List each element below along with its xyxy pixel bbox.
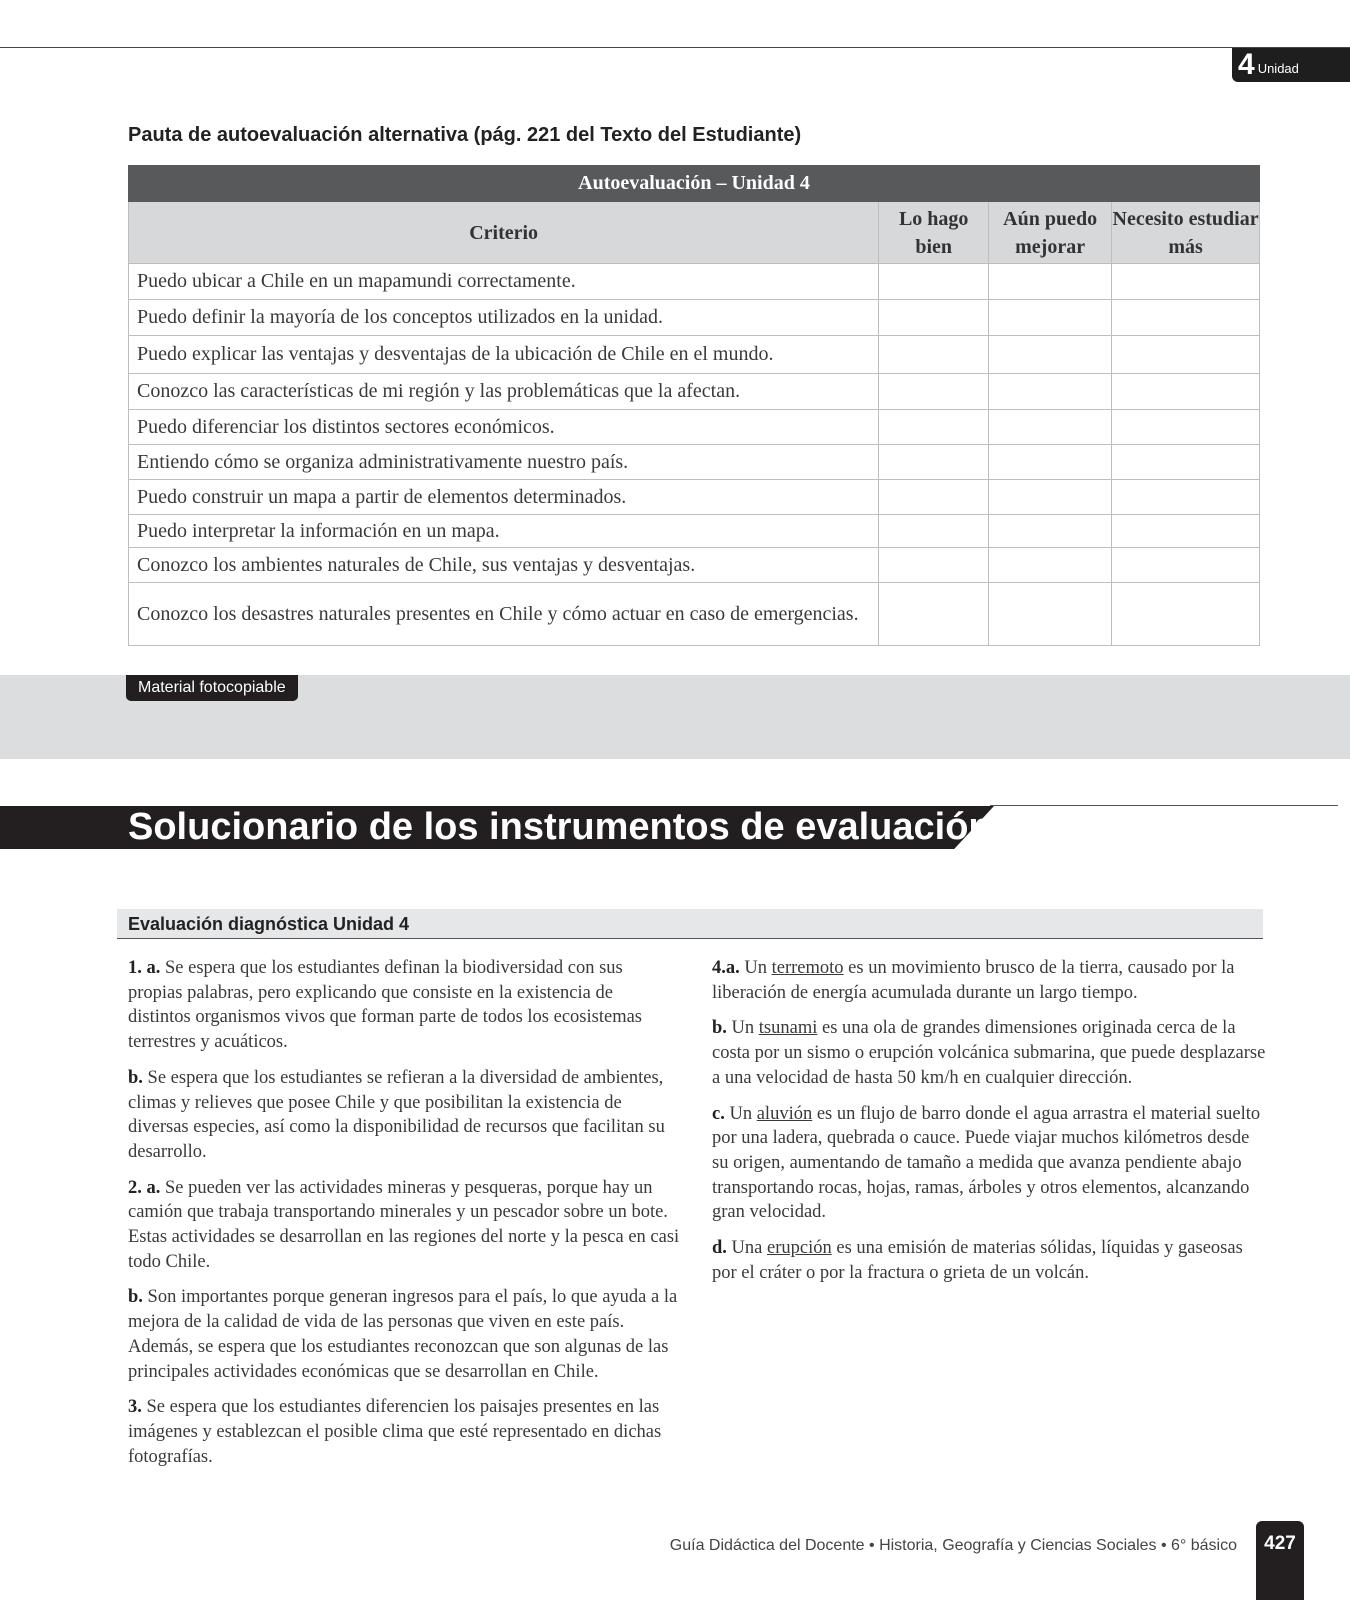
header-lo-hago-bien: Lo hago bien	[879, 202, 989, 264]
top-rule	[0, 47, 1350, 48]
header-criterio: Criterio	[129, 202, 879, 264]
table-row	[129, 583, 1260, 646]
criterion-cell: Puedo interpretar la información en un mapa.	[129, 515, 879, 548]
answer-paragraph: 1. a. Se espera que los estudiantes definan la biodiversidad con sus propias palabras, pero explicando que consiste en la existencia de distintos organismos vivos que forman parte de todos los ecosistemas terrestres y acuáticos.	[128, 958, 642, 1053]
check-cell[interactable]	[989, 480, 1112, 515]
term-aluvion: aluvión	[756, 1103, 813, 1124]
table-row	[129, 264, 1260, 300]
table-row	[129, 480, 1260, 515]
check-cell[interactable]	[1112, 374, 1260, 410]
term-tsunami: tsunami	[758, 1018, 818, 1039]
criterion-cell: Entiendo cómo se organiza administrativamente nuestro país.	[129, 445, 879, 480]
check-cell[interactable]	[989, 374, 1112, 410]
check-cell[interactable]	[989, 515, 1112, 548]
check-cell[interactable]	[989, 548, 1112, 583]
check-cell[interactable]	[879, 300, 989, 336]
criterion-cell: Puedo explicar las ventajas y desventajas de la ubicación de Chile en el mundo.	[129, 336, 879, 374]
unit-number: 4	[1238, 48, 1255, 81]
check-cell[interactable]	[879, 515, 989, 548]
page-number: 427	[1256, 1521, 1304, 1600]
answer-paragraph: d. Una erupción es una emisión de materias sólidas, líquidas y gaseosas por el cráter o por la fractura o grieta de un volcán.	[712, 1238, 1243, 1283]
criterion-cell: Conozco los ambientes naturales de Chile, sus ventajas y desventajas.	[129, 548, 879, 583]
footer-text: Guía Didáctica del Docente • Historia, Geografía y Ciencias Sociales • 6° básico	[669, 1537, 1237, 1554]
self-assessment-table	[128, 165, 1260, 646]
answer-paragraph: 2. a. Se pueden ver las actividades mineras y pesqueras, porque hay un camión que trabaja transportando minerales y un pescador sobre un bote. Estas actividades se desarrollan en las regiones del norte y la pesca en casi todo Chile.	[128, 1177, 680, 1272]
answers-right-column	[712, 956, 1268, 1296]
table-row	[129, 336, 1260, 374]
term-terremoto: terremoto	[771, 958, 844, 978]
check-cell[interactable]	[879, 445, 989, 480]
banner-rule	[990, 805, 1338, 806]
check-cell[interactable]	[879, 548, 989, 583]
answer-paragraph: c. Un aluvión es un flujo de barro donde el agua arrastra el material suelto por una ladera, quebrada o cauce. Puede viajar muchos kilómetros desde su origen, aumentando de tamaño a medida que avanza pendiente abajo transportando rocas, hojas, ramas, árboles y otros elementos, alcanzando gran velocidad.	[712, 1103, 1261, 1223]
unit-badge	[1232, 48, 1350, 82]
check-cell[interactable]	[1112, 264, 1260, 300]
check-cell[interactable]	[989, 336, 1112, 374]
criterion-cell: Puedo definir la mayoría de los conceptos utilizados en la unidad.	[129, 300, 879, 336]
check-cell[interactable]	[1112, 583, 1260, 646]
table-row	[129, 445, 1260, 480]
table-row	[129, 515, 1260, 548]
check-cell[interactable]	[1112, 445, 1260, 480]
check-cell[interactable]	[879, 264, 989, 300]
criterion-cell: Puedo construir un mapa a partir de elementos determinados.	[129, 480, 879, 515]
answer-paragraph: 4.a. Un terremoto es un movimiento brusco de la tierra, causado por la liberación de energía acumulada durante un largo tiempo.	[712, 958, 1235, 1003]
check-cell[interactable]	[879, 480, 989, 515]
fotocopiable-label: Material fotocopiable	[126, 675, 298, 701]
table-row	[129, 300, 1260, 336]
term-erupcion: erupción	[767, 1238, 832, 1259]
pauta-title: Pauta de autoevaluación alternativa (pág. 221 del Texto del Estudiante)	[128, 124, 802, 146]
check-cell[interactable]	[1112, 515, 1260, 548]
check-cell[interactable]	[1112, 480, 1260, 515]
unit-label: Unidad	[1257, 60, 1299, 76]
header-necesito-estudiar-mas: Necesito estudiar más	[1112, 202, 1260, 264]
check-cell[interactable]	[989, 300, 1112, 336]
check-cell[interactable]	[1112, 410, 1260, 445]
header-aun-puedo-mejorar: Aún puedo mejorar	[989, 202, 1112, 264]
criterion-cell: Puedo diferenciar los distintos sectores económicos.	[129, 410, 879, 445]
answer-paragraph: b. Un tsunami es una ola de grandes dimensiones originada cerca de la costa por un sismo o erupción volcánica submarina, que puede desplazarse a una velocidad de hasta 50 km/h en cualquier dirección.	[712, 1018, 1266, 1088]
check-cell[interactable]	[879, 374, 989, 410]
answer-paragraph: b. Se espera que los estudiantes se refieran a la diversidad de ambientes, climas y relieves que posee Chile y que posibilitan la existencia de diversas especies, así como la disponibilidad de recursos que facilitan su desarrollo.	[128, 1067, 665, 1162]
table-caption: Autoevaluación – Unidad 4	[129, 166, 1260, 202]
table-row	[129, 410, 1260, 445]
check-cell[interactable]	[1112, 336, 1260, 374]
table-row	[129, 374, 1260, 410]
check-cell[interactable]	[1112, 300, 1260, 336]
solucionario-title: Solucionario de los instrumentos de evaluación	[128, 806, 992, 848]
check-cell[interactable]	[879, 410, 989, 445]
criterion-cell: Puedo ubicar a Chile en un mapamundi correctamente.	[129, 264, 879, 300]
check-cell[interactable]	[989, 445, 1112, 480]
answer-paragraph: b. Son importantes porque generan ingresos para el país, lo que ayuda a la mejora de la calidad de vida de las personas que viven en este país. Además, se espera que los estudiantes reconozcan que son algunas de las principales actividades económicas que se desarrollan en Chile.	[128, 1287, 678, 1382]
check-cell[interactable]	[879, 336, 989, 374]
criterion-cell: Conozco los desastres naturales presentes en Chile y cómo actuar en caso de emergencias.	[129, 583, 879, 646]
check-cell[interactable]	[989, 583, 1112, 646]
check-cell[interactable]	[1112, 548, 1260, 583]
table-row	[129, 548, 1260, 583]
criterion-cell: Conozco las características de mi región y las problemáticas que la afectan.	[129, 374, 879, 410]
check-cell[interactable]	[879, 583, 989, 646]
check-cell[interactable]	[989, 410, 1112, 445]
answer-paragraph: 3. Se espera que los estudiantes diferencien los paisajes presentes en las imágenes y establezcan el posible clima que esté representado en dichas fotografías.	[128, 1397, 662, 1467]
section-title: Evaluación diagnóstica Unidad 4	[117, 909, 1263, 939]
answers-left-column	[128, 956, 680, 1480]
check-cell[interactable]	[989, 264, 1112, 300]
